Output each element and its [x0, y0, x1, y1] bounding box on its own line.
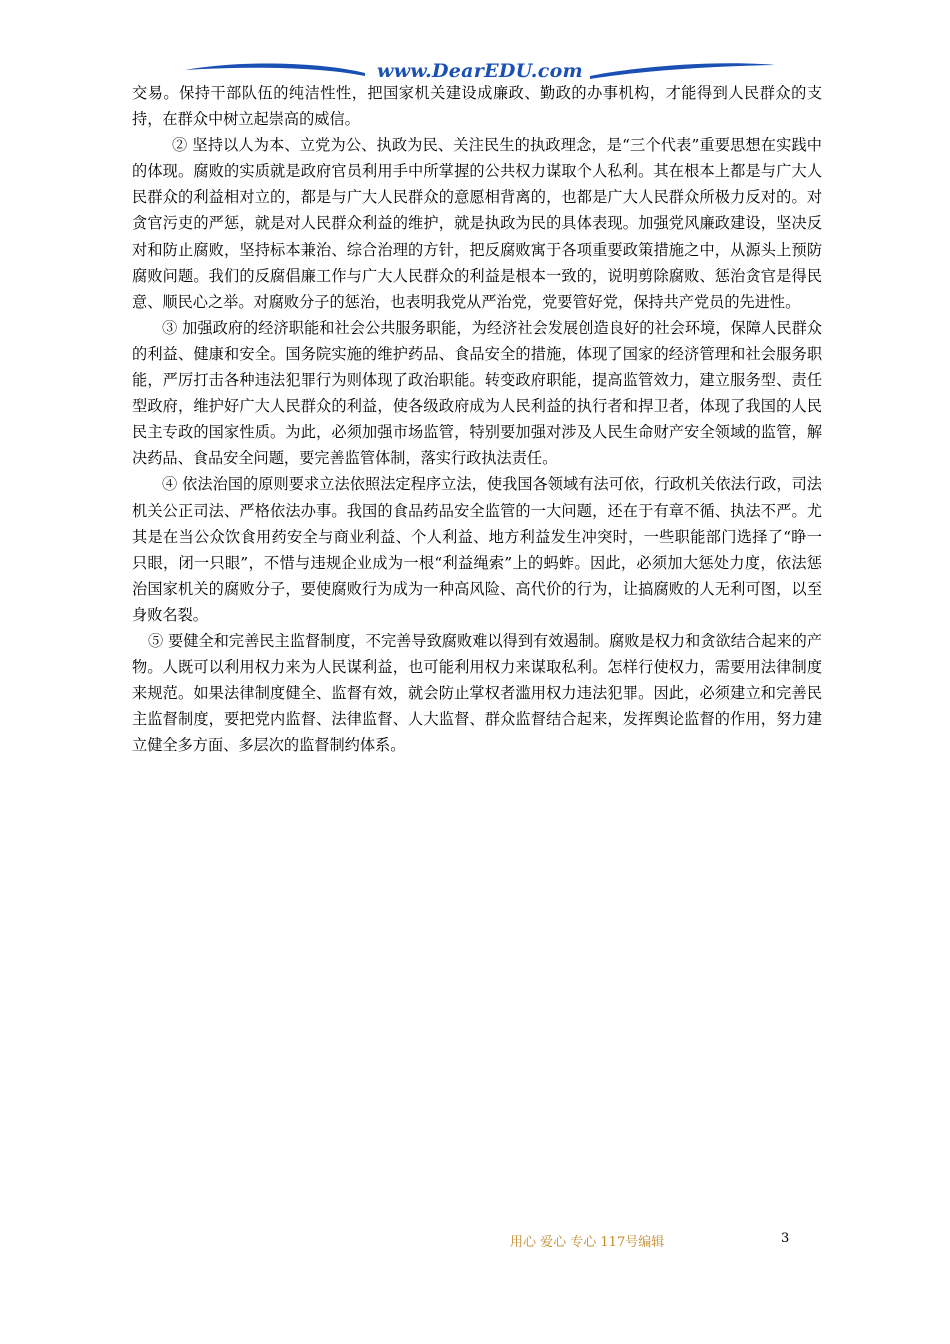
- paragraph-point-4: ④ 依法治国的原则要求立法依照法定程序立法，使我国各领域有法可依，行政机关依法行政，司法机关公正司法、严格依法办事。我国的食品药品安全监管的一大问题，还在于有章不循、执法不严。尤其是在当公众饮食用药安全与商业利益、个人利益、地方利益发生冲突时，一些职能部门选择了“睁一只眼，闭一只眼”，不惜与违规企业成为一根“利益绳索”上的蚂蚱。因此，必须加大惩处力度，依法惩治国家机关的腐败分子，要使腐败行为成为一种高风险、高代价的行为，让搞腐败的人无利可图，以至身败名裂。: [132, 475, 822, 624]
- paragraph-continuation: 交易。保持干部队伍的纯洁性性，把国家机关建设成廉政、勤政的办事机构，才能得到人民群众的支持，在群众中树立起崇高的威信。: [132, 84, 822, 129]
- paragraph-point-3: ③ 加强政府的经济职能和社会公共服务职能，为经济社会发展创造良好的社会环境，保障人民群众的利益、健康和安全。国务院实施的维护药品、食品安全的措施，体现了国家的经济管理和社会服务职能，严厉打击各种违法犯罪行为则体现了政治职能。转变政府职能，提高监管效力，建立服务型、责任型政府，维护好广大人民群众的利益，使各级政府成为人民利益的执行者和捍卫者，体现了我国的人民民主专政的国家性质。为此，必须加强市场监管，特别要加强对涉及人民生命财产安全领域的监管，解决药品、食品安全问题，要完善监管体制，落实行政执法责任。: [132, 318, 822, 468]
- paragraph-point-5: ⑤ 要健全和完善民主监督制度，不完善导致腐败难以得到有效遏制。腐败是权力和贪欲结合起来的产物。人既可以利用权力来为人民谋利益，也可能利用权力来谋取私利。怎样行使权力，需要用法律制度来规范。如果法律制度健全、监督有效，就会防止掌权者滥用权力违法犯罪。因此，必须建立和完善民主监督制度，要把党内监督、法律监督、人大监督、群众监督结合起来，发挥舆论监督的作用，努力建立健全多方面、多层次的监督制约体系。: [132, 631, 822, 755]
- document-body: [132, 80, 822, 758]
- footer-editor-note: 用心 爱心 专心 117号编辑: [510, 1235, 665, 1250]
- paragraph-point-2: ② 坚持以人为本、立党为公、执政为民、关注民生的执政理念，是“三个代表”重要思想在实践中的体现。腐败的实质就是政府官员利用手中所掌握的公共权力谋取个人私利。其在根本上都是与广大人民群众的利益相对立的，都是与广大人民群众的意愿相背离的，也都是广大人民群众所极力反对的。对贪官污吏的严惩，就是对人民群众利益的维护，就是执政为民的具体表现。加强党风廉政建设，坚决反对和防止腐败，坚持标本兼治、综合治理的方针，把反腐败寓于各项重要政策措施之中，从源头上预防腐败问题。我们的反腐倡廉工作与广大人民群众的利益是根本一致的，说明剪除腐败、惩治贪官是得民意、顺民心之举。对腐败分子的惩治，也表明我党从严治党，党要管好党，保持共产党员的先进性。: [132, 136, 822, 311]
- header-site-url: www.DearEDU.com: [377, 60, 583, 82]
- page-number: 3: [781, 1231, 790, 1246]
